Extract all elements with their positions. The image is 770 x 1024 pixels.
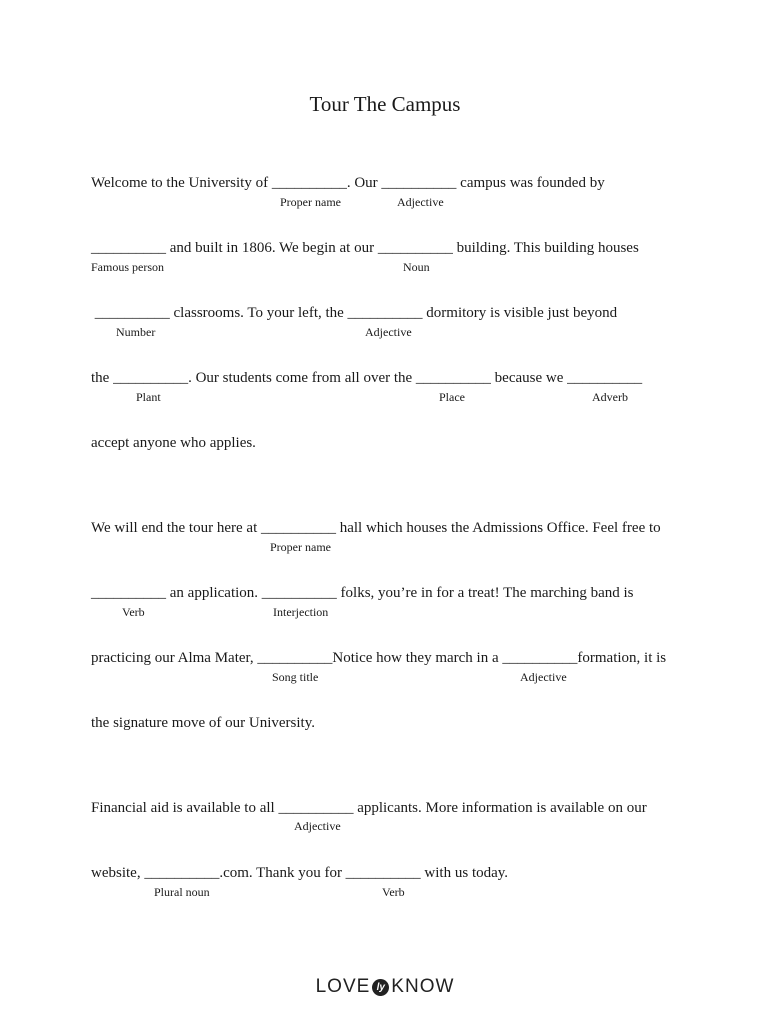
blank-label: Plant	[136, 390, 161, 404]
blank-label: Plural noun	[154, 885, 210, 899]
blank-label: Famous person	[91, 260, 164, 274]
story-line: __________ and built in 1806. We begin at our __________ building. This building houses	[91, 240, 639, 256]
blank-label: Song title	[272, 670, 319, 684]
blank-label: Proper name	[280, 195, 341, 209]
logo-text-love: LOVE	[315, 976, 371, 997]
blank-label: Adjective	[365, 325, 412, 339]
logo-mark-icon: ly	[372, 979, 389, 996]
story-line: accept anyone who applies.	[91, 435, 256, 451]
story-line: the signature move of our University.	[91, 715, 315, 731]
blank-label: Verb	[382, 885, 405, 899]
story-line: website, __________.com. Thank you for __________ with us today.	[91, 865, 509, 881]
page-title: Tour The Campus	[309, 92, 461, 116]
blank-label: Interjection	[273, 605, 329, 619]
story-line: __________ classrooms. To your left, the __________ dormitory is visible just beyond	[91, 305, 618, 321]
blank-label: Adjective	[294, 819, 341, 833]
blank-label: Adjective	[397, 195, 444, 209]
story-line: Welcome to the University of __________. Our __________ campus was founded by	[91, 175, 605, 191]
blank-label: Number	[116, 325, 156, 339]
story-line: __________ an application. __________ folks, you’re in for a treat! The marching band is	[91, 585, 634, 601]
blank-label: Noun	[403, 260, 430, 274]
story-line: the __________. Our students come from all over the __________ because we __________	[91, 370, 643, 386]
blank-label: Verb	[122, 605, 145, 619]
story-line: Financial aid is available to all __________ applicants. More information is available on our	[91, 800, 647, 816]
blank-label: Adverb	[592, 390, 628, 404]
story-line: practicing our Alma Mater, __________Notice how they march in a __________formation, it is	[91, 650, 667, 666]
lovetoknow-logo	[0, 976, 770, 998]
blank-label: Adjective	[520, 670, 567, 684]
story-line: We will end the tour here at __________ hall which houses the Admissions Office. Feel free to	[91, 520, 661, 536]
blank-label: Place	[439, 390, 465, 404]
blank-label: Proper name	[270, 540, 331, 554]
logo-text-know: KNOW	[391, 976, 455, 997]
